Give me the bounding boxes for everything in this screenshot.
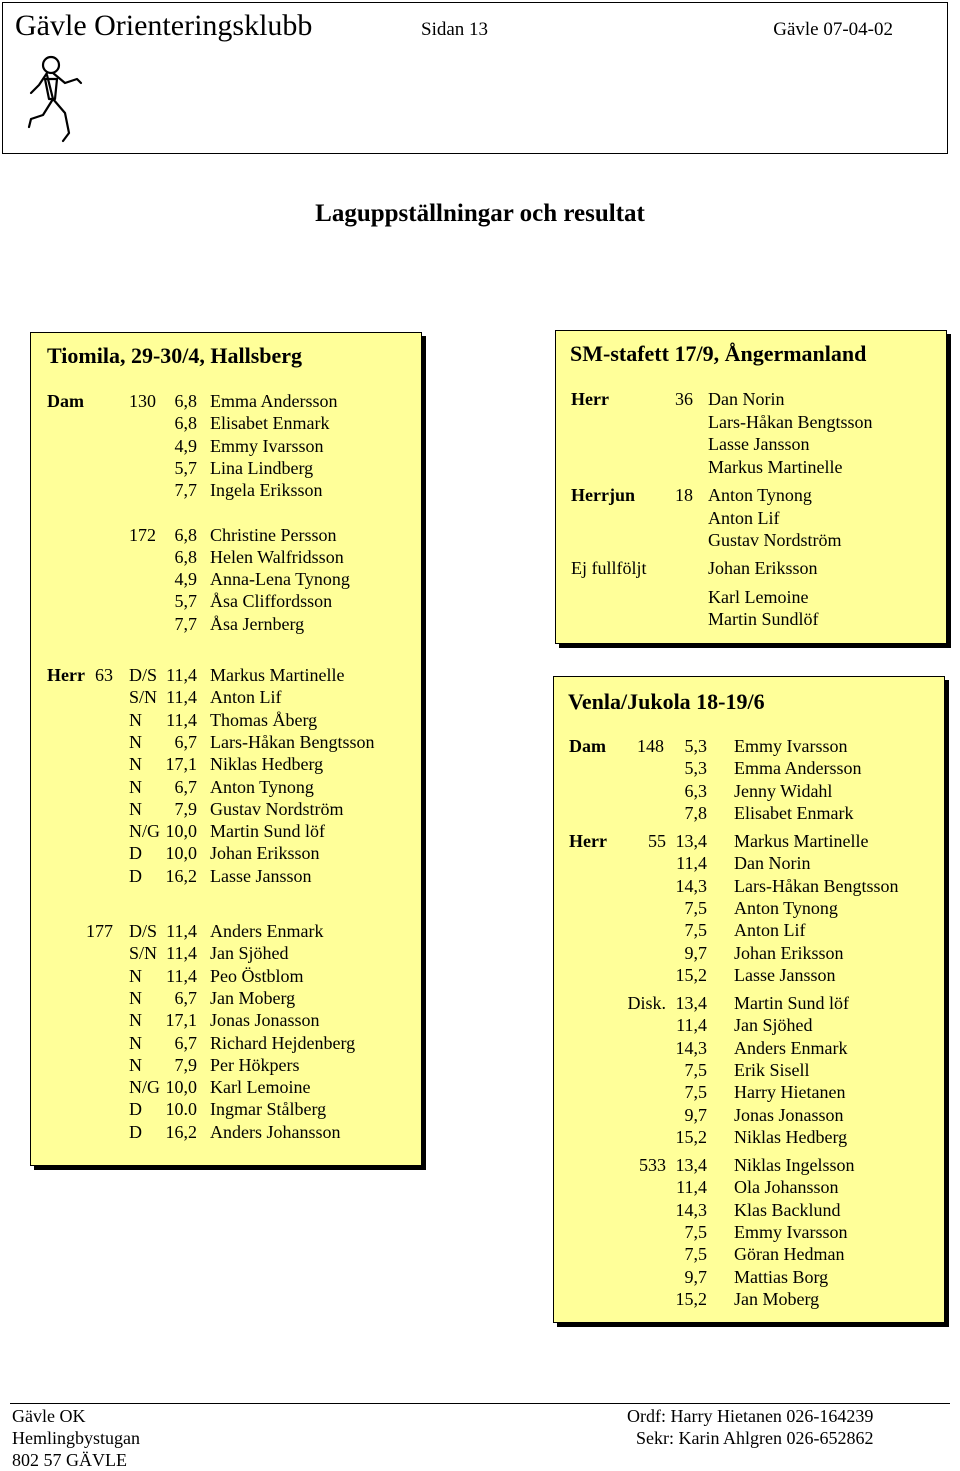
leg-distance: 11,4 (166, 943, 197, 964)
runner-name: Anton Tynong (734, 897, 838, 918)
leg-distance: 10,0 (165, 1077, 197, 1098)
leg-distance: 6,8 (174, 391, 197, 411)
runner-name: Anton Lif (708, 507, 780, 528)
runner-name: Åsa Cliffordsson (210, 591, 333, 612)
leg-code: N (129, 776, 142, 797)
runner-name: Jan Sjöhed (210, 943, 289, 964)
team-number: 172 (129, 524, 156, 545)
leg-code: D (129, 1099, 142, 1120)
leg-distance: 7,8 (684, 802, 707, 823)
runner-name: Johan Eriksson (708, 558, 818, 578)
leg-distance: 16,2 (165, 865, 197, 886)
leg-distance: 5,7 (174, 457, 197, 478)
runner-name: Richard Hejdenberg (210, 1032, 356, 1053)
leg-distance: 4,9 (174, 435, 197, 456)
runner-name: Elisabet Enmark (210, 413, 330, 434)
leg-code: N/G (129, 821, 160, 842)
leg-code: D/S (129, 665, 158, 685)
team-number: 130 (129, 391, 156, 411)
runner-name: Lars-Håkan Bengtsson (708, 411, 873, 432)
leg-code: N (129, 965, 142, 986)
leg-distance: 14,3 (675, 1037, 707, 1058)
footer-secretary: Sekr: Karin Ahlgren 026-652862 (636, 1428, 874, 1448)
leg-code: N (129, 1010, 142, 1031)
leg-code: N (129, 1054, 142, 1075)
leg-code: N (129, 731, 142, 752)
leg-distance: 13,4 (675, 993, 707, 1013)
leg-distance: 7,9 (174, 1054, 197, 1075)
runner-name: Lasse Jansson (210, 865, 312, 886)
footer-divider (10, 1403, 950, 1404)
page-header (2, 2, 948, 154)
leg-distance: 6,3 (684, 780, 707, 801)
leg-distance: 11,4 (676, 1015, 707, 1036)
runner-name: Martin Sundlöf (708, 609, 819, 629)
leg-code: N (129, 754, 142, 775)
leg-distance: 14,3 (675, 1199, 707, 1220)
runner-name: Åsa Jernberg (210, 613, 305, 634)
runner-name: Karl Lemoine (708, 586, 809, 607)
leg-code: D (129, 843, 142, 864)
runner-name: Anton Tynong (708, 485, 812, 505)
leg-distance: 15,2 (675, 964, 707, 985)
leg-distance: 13,4 (675, 1155, 707, 1175)
leg-distance: 11,4 (676, 853, 707, 874)
runner-name: Johan Eriksson (734, 942, 844, 963)
leg-distance: 7,7 (174, 480, 197, 501)
leg-code: N (129, 709, 142, 730)
leg-code: D (129, 1121, 142, 1142)
runner-name: Harry Hietanen (734, 1082, 846, 1103)
runner-name: Niklas Hedberg (734, 1126, 848, 1147)
runner-name: Emma Andersson (734, 758, 862, 779)
club-name: Gävle Orienteringsklubb (15, 9, 313, 42)
runner-name: Per Hökpers (210, 1054, 300, 1075)
leg-code: N (129, 798, 142, 819)
leg-distance: 5,7 (174, 591, 197, 612)
runner-name: Klas Backlund (734, 1199, 841, 1220)
leg-distance: 11,4 (166, 921, 197, 941)
runner-name: Elisabet Enmark (734, 802, 854, 823)
runner-name: Dan Norin (708, 389, 785, 409)
footer-chair: Ordf: Harry Hietanen 026-164239 (627, 1406, 874, 1426)
runner-name: Markus Martinelle (734, 831, 869, 851)
leg-distance: 9,7 (684, 1104, 707, 1125)
runner-name: Dan Norin (734, 853, 811, 874)
runner-name: Emmy Ivarsson (734, 736, 848, 756)
runner-name: Emma Andersson (210, 391, 338, 411)
leg-distance: 6,8 (174, 546, 197, 567)
team-number: 148 (637, 736, 664, 756)
leg-distance: 6,7 (174, 731, 197, 752)
runner-name: Emmy Ivarsson (210, 435, 324, 456)
runner-name: Thomas Åberg (210, 709, 318, 730)
runner-name: Mattias Borg (734, 1266, 829, 1287)
leg-code: N (129, 1032, 142, 1053)
leg-distance: 10,0 (165, 821, 197, 842)
runner-name: Markus Martinelle (708, 456, 843, 477)
leg-distance: 10.0 (165, 1099, 197, 1120)
runner-name: Ingela Eriksson (210, 480, 323, 501)
runner-name: Anders Johansson (210, 1121, 341, 1142)
runner-name: Lasse Jansson (708, 434, 810, 454)
leg-distance: 5,3 (684, 736, 707, 756)
leg-distance: 7,7 (174, 613, 197, 634)
runner-name: Jan Moberg (210, 987, 296, 1008)
tiomila-dam-label: Dam (47, 391, 84, 411)
venla-herr-label: Herr (569, 831, 607, 851)
runner-name: Gustav Nordström (210, 798, 344, 819)
runner-name: Peo Östblom (210, 965, 304, 986)
leg-distance: 17,1 (165, 754, 197, 775)
leg-distance: 4,9 (174, 569, 197, 590)
header-date: Gävle 07-04-02 (773, 19, 893, 40)
group-label: Herrjun (571, 485, 635, 505)
tiomila-herr-label: Herr (47, 665, 85, 685)
team-number: 18 (675, 485, 693, 505)
group-label: Ej fullföljt (571, 558, 647, 578)
runner-name: Karl Lemoine (210, 1077, 311, 1098)
runner-name: Markus Martinelle (210, 665, 345, 685)
leg-distance: 9,7 (684, 1266, 707, 1287)
runner-name: Göran Hedman (734, 1244, 845, 1265)
runner-name: Erik Sisell (734, 1059, 810, 1080)
leg-distance: 11,4 (166, 709, 197, 730)
runner-name: Jan Sjöhed (734, 1015, 813, 1036)
leg-distance: 16,2 (165, 1121, 197, 1142)
runner-name: Anton Lif (210, 687, 282, 708)
smstafett-title: SM-stafett 17/9, Ångermanland (570, 341, 867, 366)
leg-distance: 11,4 (166, 665, 197, 685)
runner-name: Anna-Lena Tynong (210, 569, 350, 590)
leg-distance: 6,7 (174, 1032, 197, 1053)
venla-box (553, 676, 945, 1323)
team-number: 177 (86, 921, 113, 941)
runner-name: Helen Walfridsson (210, 546, 344, 567)
leg-distance: 5,3 (684, 758, 707, 779)
leg-distance: 7,5 (684, 897, 707, 918)
runner-name: Christine Persson (210, 524, 337, 545)
runner-name: Jonas Jonasson (210, 1010, 320, 1031)
leg-distance: 15,2 (675, 1288, 707, 1309)
runner-name: Ingmar Stålberg (210, 1099, 327, 1120)
runner-name: Jan Moberg (734, 1288, 820, 1309)
runner-name: Martin Sund löf (210, 821, 325, 842)
leg-distance: 15,2 (675, 1126, 707, 1147)
leg-distance: 11,4 (166, 965, 197, 986)
runner-name: Jenny Widahl (734, 780, 833, 801)
team-number: 55 (648, 831, 666, 851)
runner-name: Anton Tynong (210, 776, 314, 797)
leg-distance: 13,4 (675, 831, 707, 851)
page-number: Sidan 13 (421, 19, 489, 40)
runner-name: Jonas Jonasson (734, 1104, 844, 1125)
runner-name: Lars-Håkan Bengtsson (210, 731, 375, 752)
leg-distance: 6,7 (174, 776, 197, 797)
page-title: Laguppställningar och resultat (315, 200, 645, 227)
leg-code: S/N (129, 943, 158, 964)
group-label: Herr (571, 389, 609, 409)
leg-distance: 14,3 (675, 875, 707, 896)
footer-club: Gävle OK (12, 1406, 86, 1426)
leg-distance: 10,0 (165, 843, 197, 864)
leg-distance: 6,8 (174, 413, 197, 434)
footer-address: 802 57 GÄVLE (12, 1450, 127, 1470)
smstafett-box (555, 330, 947, 644)
leg-code: S/N (129, 687, 158, 708)
leg-code: D/S (129, 921, 158, 941)
runner-name: Lars-Håkan Bengtsson (734, 875, 899, 896)
runner-name: Gustav Nordström (708, 530, 842, 550)
runner-name: Niklas Ingelsson (734, 1155, 855, 1175)
runner-name: Lina Lindberg (210, 457, 314, 478)
leg-distance: 7,9 (174, 798, 197, 819)
leg-distance: 7,5 (684, 1244, 707, 1265)
runner-name: Niklas Hedberg (210, 754, 324, 775)
leg-code: N (129, 987, 142, 1008)
leg-distance: 7,5 (684, 920, 707, 941)
leg-distance: 7,5 (684, 1082, 707, 1103)
leg-distance: 17,1 (165, 1010, 197, 1031)
runner-name: Anders Enmark (210, 921, 324, 941)
venla-dam-label: Dam (569, 736, 606, 756)
runner-name: Anton Lif (734, 920, 806, 941)
leg-distance: 6,7 (174, 987, 197, 1008)
runner-name: Anders Enmark (734, 1037, 848, 1058)
venla-title: Venla/Jukola 18-19/6 (568, 689, 765, 714)
leg-distance: 11,4 (676, 1177, 707, 1198)
leg-code: N/G (129, 1077, 160, 1098)
team-number: 533 (639, 1155, 666, 1175)
tiomila-title: Tiomila, 29-30/4, Hallsberg (47, 343, 303, 368)
footer-venue: Hemlingbystugan (12, 1428, 140, 1448)
team-number: 63 (95, 665, 113, 685)
leg-distance: 9,7 (684, 942, 707, 963)
runner-name: Johan Eriksson (210, 843, 320, 864)
tiomila-box (30, 332, 422, 1166)
leg-distance: 11,4 (166, 687, 197, 708)
leg-distance: 7,5 (684, 1221, 707, 1242)
leg-distance: 7,5 (684, 1059, 707, 1080)
runner-name: Emmy Ivarsson (734, 1221, 848, 1242)
runner-name: Ola Johansson (734, 1177, 839, 1198)
leg-distance: 6,8 (174, 524, 197, 545)
leg-code: D (129, 865, 142, 886)
team-number: Disk. (627, 993, 666, 1013)
runner-name: Martin Sund löf (734, 993, 849, 1013)
runner-logo-icon (25, 53, 85, 145)
runner-name: Lasse Jansson (734, 964, 836, 985)
team-number: 36 (675, 389, 693, 409)
